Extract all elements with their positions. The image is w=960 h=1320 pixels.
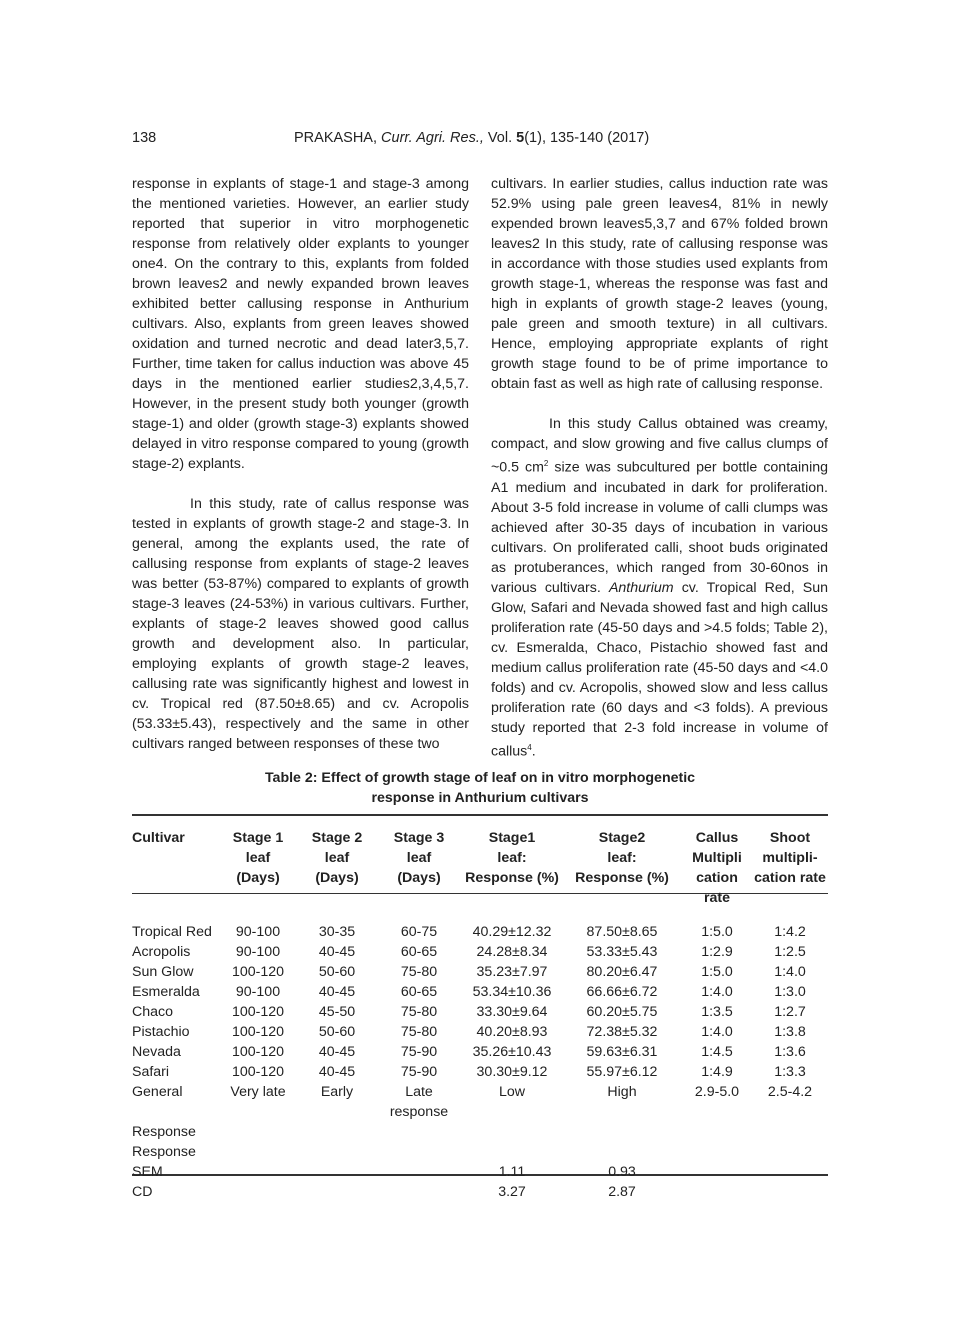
header-line: (Days) <box>397 870 441 886</box>
table-cell: 1:2.7 <box>774 1004 806 1020</box>
header-line: Stage1 <box>488 830 536 846</box>
table-cell <box>752 1122 828 1142</box>
table-row <box>132 1082 828 1122</box>
right-paragraph-2-end: . <box>531 743 536 760</box>
running-head-issue: (1), 135-140 (2017) <box>524 130 650 146</box>
header-line: cation rate <box>754 870 826 886</box>
superscript: 2 <box>543 459 549 468</box>
right-paragraph-2-part-b: size was subcultured per bottle containing A1 medium and incubated in dark for proliferation. About 3-5 fold increase in volume of calli clumps was achieved after 30-35 days of incubation in various cultivars. On proliferated calli, shoot buds originated as protuberances, which ranged from 30-60nos in various cultivars. <box>491 459 828 596</box>
header-line: multipli- <box>762 850 818 866</box>
table-cell <box>376 1122 462 1142</box>
table-cell: 30-35 <box>318 924 356 940</box>
table-cell: Esmeralda <box>132 984 200 1000</box>
table-cell: 66.66±6.72 <box>586 984 658 1000</box>
running-head-journal: Curr. Agri. Res., <box>381 130 484 146</box>
table-cell: 1:5.0 <box>701 964 733 980</box>
table-cell: Safari <box>132 1064 170 1080</box>
header-line: Response (%) <box>575 870 669 886</box>
table-cell <box>752 1182 828 1202</box>
table-cell: 1:4.9 <box>701 1064 733 1080</box>
table-cell <box>682 1162 752 1182</box>
table-cell <box>462 1142 562 1162</box>
table-cell: 2.9-5.0 <box>694 1084 740 1100</box>
table-cell: 24.28±8.34 <box>476 944 548 960</box>
table-caption-line-2: response in Anthurium cultivars <box>371 790 589 806</box>
table-cell: 75-80 <box>400 964 438 980</box>
table-cell <box>218 1162 298 1182</box>
table-cell <box>462 1122 562 1142</box>
table-row <box>132 1042 828 1062</box>
table-cell: 60-75 <box>400 924 438 940</box>
table-cell: 1:4.2 <box>774 924 806 940</box>
table-caption <box>132 768 828 808</box>
table-cell: SEM <box>132 1164 163 1180</box>
right-paragraph-2-part-a: In this study Callus obtained was creamy, compact, and slow growing and five callus clumps of ~0.5 cm <box>491 416 828 476</box>
table-row <box>132 962 828 982</box>
header-stage1-response <box>462 828 562 908</box>
running-head-author: PRAKASHA, <box>294 130 377 146</box>
table-cell: 40.20±8.93 <box>476 1024 548 1040</box>
header-line: leaf: <box>497 850 527 866</box>
table-cell: CD <box>132 1184 153 1200</box>
table-cell: Early <box>320 1084 354 1100</box>
table-cell: 75-90 <box>400 1064 438 1080</box>
table-cell: 1:3.6 <box>774 1044 806 1060</box>
table-cell: 1:5.0 <box>701 924 733 940</box>
table-row <box>132 1142 828 1162</box>
running-head-volume-prefix: Vol. <box>487 130 513 146</box>
table-cell: General <box>132 1084 183 1100</box>
table-cell: 100-120 <box>231 1044 285 1060</box>
header-line: cation <box>696 870 738 886</box>
table-cell <box>682 1142 752 1162</box>
table-cell <box>298 1182 376 1202</box>
table-cell: Very late <box>230 1084 286 1100</box>
table-cell <box>752 1142 828 1162</box>
table-row <box>132 1022 828 1042</box>
table-row <box>132 1002 828 1022</box>
header-line: Response (%) <box>465 870 559 886</box>
table-row <box>132 942 828 962</box>
table-cell <box>376 1142 462 1162</box>
citation-superscript: 4 <box>527 742 532 752</box>
table-cell: Sun Glow <box>132 964 194 980</box>
table-cell <box>562 1142 682 1162</box>
header-stage2-leaf <box>298 828 376 908</box>
right-paragraph-1: cultivars. In earlier studies, callus induction rate was 52.9% using pale green leaves4, 81% in newly expended brown leaves5,3,7 and 67% folded brown leaves2 In this study, rate of callusing response was in accordance with those studies used explants from growth stage-1, whereas the response was fast and high in explants of growth stage-2 leaves (young, pale green and smooth texture) in all cultivars. Hence, employing appropriate explants of right growth stage found to be of prime importance to obtain fast as well as high rate of callusing response. <box>491 176 828 392</box>
table-row <box>132 1122 828 1142</box>
table-cell: 2.87 <box>608 1184 636 1200</box>
table-cell: 60-65 <box>400 984 438 1000</box>
table-cell: 1.11 <box>498 1164 526 1180</box>
table-header-row <box>132 828 828 908</box>
table-cell: 53.34±10.36 <box>472 984 552 1000</box>
header-line: leaf <box>324 850 350 866</box>
table-row <box>132 1162 828 1182</box>
table-cell: Low <box>498 1084 526 1100</box>
table-cell: 1:4.0 <box>774 964 806 980</box>
table-top-rule <box>132 814 828 816</box>
table-cell: 40-45 <box>318 1064 356 1080</box>
table-cell: 35.26±10.43 <box>472 1044 552 1060</box>
header-shoot-multiplication <box>752 828 828 908</box>
table-cell: 90-100 <box>235 924 281 940</box>
table-cell: Acropolis <box>132 944 191 960</box>
table-cell: 1:4.0 <box>701 1024 733 1040</box>
table-cell: 72.38±5.32 <box>586 1024 658 1040</box>
table-cell: 50-60 <box>318 1024 356 1040</box>
table-cell <box>682 1122 752 1142</box>
left-paragraph-2: In this study, rate of callus response was tested in explants of growth stage-2 and stage-3. In general, among the explants used, the rate of callusing response from explants of stage-2 leaves was better (53-87%) compared to explants of growth stage-3 leaves (24-53%) in various cultivars. Further, explants of stage-2 leaves showed good callus growth and development also. In particular, employing explants of growth stage-2 leaves, callusing rate was significantly highest and lowest in cv. Tropical red (87.50±8.65) and cv. Acropolis (53.33±5.43), respectively and the same in other cultivars ranged between responses of these two <box>132 496 469 752</box>
table-cell: 80.20±6.47 <box>586 964 658 980</box>
table-cell: 75-90 <box>400 1044 438 1060</box>
table-cell: 33.30±9.64 <box>476 1004 548 1020</box>
table-cell: 100-120 <box>231 964 285 980</box>
table-cell: Late response <box>389 1084 449 1120</box>
header-line: Shoot <box>769 830 811 846</box>
table-cell: 60-65 <box>400 944 438 960</box>
table-cell: 75-80 <box>400 1004 438 1020</box>
page-number: 138 <box>132 130 157 146</box>
table-cell: 45-50 <box>318 1004 356 1020</box>
left-column <box>132 174 469 754</box>
header-stage3-leaf <box>376 828 462 908</box>
table-cell <box>218 1182 298 1202</box>
table-cell: 1:3.8 <box>774 1024 806 1040</box>
header-stage1-leaf <box>218 828 298 908</box>
table-cell: Response <box>132 1124 196 1140</box>
table-cell <box>562 1122 682 1142</box>
left-paragraph-1: response in explants of stage-1 and stage-3 among the mentioned varieties. However, an earlier study reported that superior in vitro morphogenetic response from relatively older explants to younger one4. On the contrary to this, explants from folded brown leaves2 and newly expanded brown leaves exhibited better callusing response in Anthurium cultivars. Also, explants from green leaves showed oxidation and turned necrotic and dead later3,5,7. Further, time taken for callus induction was above 45 days in the mentioned earlier studies2,3,4,5,7. However, in the present study both younger (growth stage-1) and older (growth stage-3) explants showed delayed in vitro response compared to young (growth stage-2) explants. <box>132 176 469 472</box>
page-header <box>132 128 828 150</box>
table-cell: 53.33±5.43 <box>586 944 658 960</box>
table-cell: 60.20±5.75 <box>586 1004 658 1020</box>
header-line: leaf: <box>607 850 637 866</box>
table-cell: 59.63±6.31 <box>586 1044 658 1060</box>
table-cell <box>376 1182 462 1202</box>
table-cell: 1:2.9 <box>701 944 733 960</box>
running-head <box>294 130 649 146</box>
table-cell: 1:2.5 <box>774 944 806 960</box>
table-cell: 1:3.3 <box>774 1064 806 1080</box>
table-cell <box>298 1162 376 1182</box>
header-line: (Days) <box>315 870 359 886</box>
table-cell: 2.5-4.2 <box>767 1084 813 1100</box>
table-cell: 40-45 <box>318 984 356 1000</box>
table-cell: Response <box>132 1144 196 1160</box>
table-cell: Nevada <box>132 1044 181 1060</box>
table-cell: Pistachio <box>132 1024 190 1040</box>
table-cell: 100-120 <box>231 1004 285 1020</box>
header-line: Stage 3 <box>393 830 445 846</box>
table-cell: 40-45 <box>318 944 356 960</box>
table-cell: 50-60 <box>318 964 356 980</box>
spacer-cell <box>132 908 828 922</box>
header-line: leaf <box>406 850 432 866</box>
header-line: Stage 1 <box>232 830 284 846</box>
table-cell: High <box>607 1084 637 1100</box>
table-cell: 0.93 <box>608 1164 636 1180</box>
table-cell: 40-45 <box>318 1044 356 1060</box>
table-cell: 30.30±9.12 <box>476 1064 548 1080</box>
table-row <box>132 982 828 1002</box>
table-cell: 3.27 <box>498 1184 526 1200</box>
table-cell: 40.29±12.32 <box>472 924 552 940</box>
results-table <box>132 828 828 1202</box>
table-cell: 87.50±8.65 <box>586 924 658 940</box>
header-line: Callus Multipli <box>692 830 742 866</box>
right-paragraph-2 <box>491 414 828 761</box>
table-cell <box>298 1142 376 1162</box>
header-line: (Days) <box>236 870 280 886</box>
table-cell: 100-120 <box>231 1064 285 1080</box>
table-cell: 35.23±7.97 <box>476 964 548 980</box>
table-cell: 1:4.0 <box>701 984 733 1000</box>
table-cell <box>376 1162 462 1182</box>
table-cell: 100-120 <box>231 1024 285 1040</box>
header-stage2-response <box>562 828 682 908</box>
table-caption-line-1: Table 2: Effect of growth stage of leaf on in vitro morphogenetic <box>264 770 696 786</box>
header-line: Stage2 <box>598 830 646 846</box>
table-cell <box>298 1122 376 1142</box>
header-callus-multiplication <box>682 828 752 908</box>
table-cell: 75-80 <box>400 1024 438 1040</box>
table-cell: 90-100 <box>235 944 281 960</box>
table-row <box>132 1182 828 1202</box>
italic-genus: Anthurium <box>608 579 674 596</box>
table-row <box>132 922 828 942</box>
table-cell: 90-100 <box>235 984 281 1000</box>
right-column <box>491 174 828 761</box>
table-cell <box>752 1162 828 1182</box>
table-cell: 1:3.5 <box>701 1004 733 1020</box>
table-row <box>132 1062 828 1082</box>
table-cell: 1:3.0 <box>774 984 806 1000</box>
header-line: Cultivar <box>132 830 185 846</box>
table-cell: Tropical Red <box>132 924 212 940</box>
table-cell <box>218 1122 298 1142</box>
header-line: Stage 2 <box>311 830 363 846</box>
header-line: rate <box>703 890 731 906</box>
right-paragraph-2-part-c: cv. Tropical Red, Sun Glow, Safari and Nevada showed fast and high callus proliferation rate (45-50 days and >4.5 folds; Table 2), cv. Esmeralda, Chaco, Pistachio showed fast and medium callus proliferation rate (45-50 days and <4.0 folds) and cv. Acropolis, showed slow and less callus proliferation rate (60 days and <3 folds). A previous study reported that 2-3 fold increase in volume of callus <box>491 579 829 760</box>
table-spacer <box>132 908 828 922</box>
table-cell <box>218 1142 298 1162</box>
header-line: leaf <box>245 850 271 866</box>
table-cell: 55.97±6.12 <box>586 1064 658 1080</box>
header-cultivar <box>132 828 218 908</box>
table-cell <box>682 1182 752 1202</box>
running-head-volume: 5 <box>516 130 525 146</box>
table-cell: Chaco <box>132 1004 174 1020</box>
table-cell: 1:4.5 <box>701 1044 733 1060</box>
